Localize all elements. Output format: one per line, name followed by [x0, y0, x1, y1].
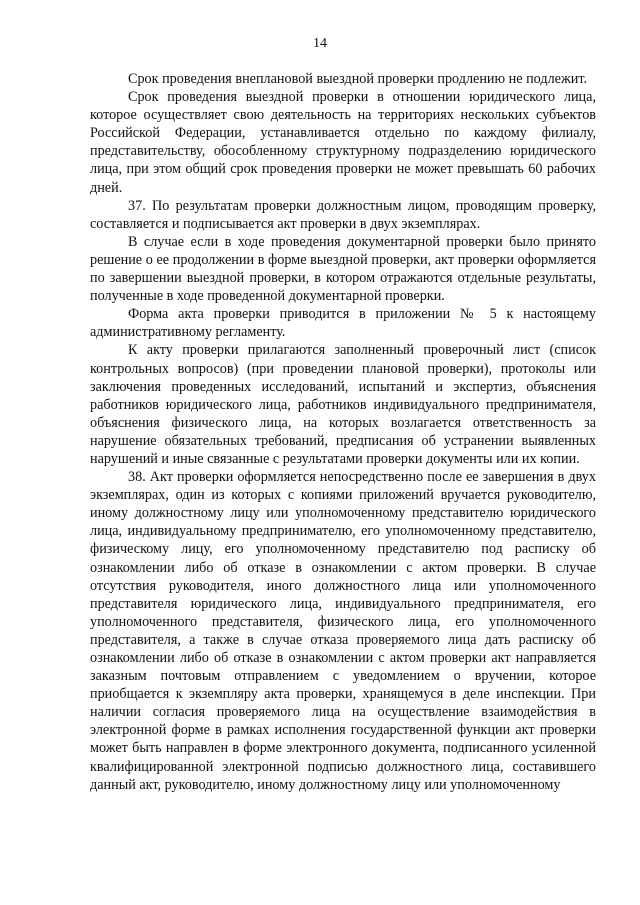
- paragraph-documentary-check: В случае если в ходе проведения документарной проверки было принято решение о ее продолжении в форме выездной проверки, акт проверки оформляется по завершении выездной проверки, в котором отражаются отдельные результаты, полученные в ходе проведенной документарной проверки.: [90, 233, 596, 305]
- paragraph-extension-not-allowed: Срок проведения внеплановой выездной проверки продлению не подлежит.: [128, 71, 588, 87]
- paragraph-item-37: 37. По результатам проверки должностным лицом, проводящим проверку, составляется и подписывается акт проверки в двух экземплярах.: [90, 197, 596, 232]
- paragraph-act-attachments: К акту проверки прилагаются заполненный проверочный лист (список контрольных вопросов) (при проведении плановой проверки), протоколы или заключения проведенных исследований, испытаний и экспертиз, объяснения работников юридического лица, работников индивидуального предпринимателя, объяснения физического лица, на которых возлагается ответственность за нарушение обязательных требований, предписания об устранении выявленных нарушений и иные связанные с результатами проверки документы или их копии.: [90, 342, 596, 467]
- paragraph-multi-region-term: Срок проведения выездной проверки в отношении юридического лица, которое осуществляет свою деятельность на территориях нескольких субъектов Российской Федерации, устанавливается отдельно по каждому филиалу, представительству, обособленному структурному подразделению юридического лица, при этом общий срок проведения проверки не может превышать 60 рабочих дней.: [90, 89, 596, 196]
- page-number: 14: [313, 36, 327, 51]
- paragraph-act-form: Форма акта проверки приводится в приложении № 5 к настоящему административному регламенту.: [90, 306, 596, 341]
- paragraph-item-38: 38. Акт проверки оформляется непосредственно после ее завершения в двух экземплярах, один из которых с копиями приложений вручается руководителю, иному должностному лицу или уполномоченному представителю юридического лица, индивидуальному предпринимателю, его уполномоченному представителю, физическому лицу, его уполномоченному представителю под расписку об ознакомлении либо об отказе в ознакомлении с актом проверки. В случае отсутствия руководителя, иного должностного лица или уполномоченного представителя юридического лица, индивидуального предпринимателя, его уполномоченного представителя, физического лица, его уполномоченного представителя, а также в случае отказа проверяемого лица дать расписку об ознакомлении либо об отказе в ознакомлении с актом проверки акт направляется заказным почтовым отправлением с уведомлением о вручении, которое приобщается к экземпляру акта проверки, хранящемуся в деле инспекции. При наличии согласия проверяемого лица на осуществление взаимодействия в электронной форме в рамках исполнения государственной функции акт проверки может быть направлен в форме электронного документа, подписанного усиленной квалифицированной электронной подписью должностного лица, составившего данный акт, руководителю, иному должностному лицу или уполномоченному: [90, 469, 596, 793]
- document-body: [90, 70, 596, 794]
